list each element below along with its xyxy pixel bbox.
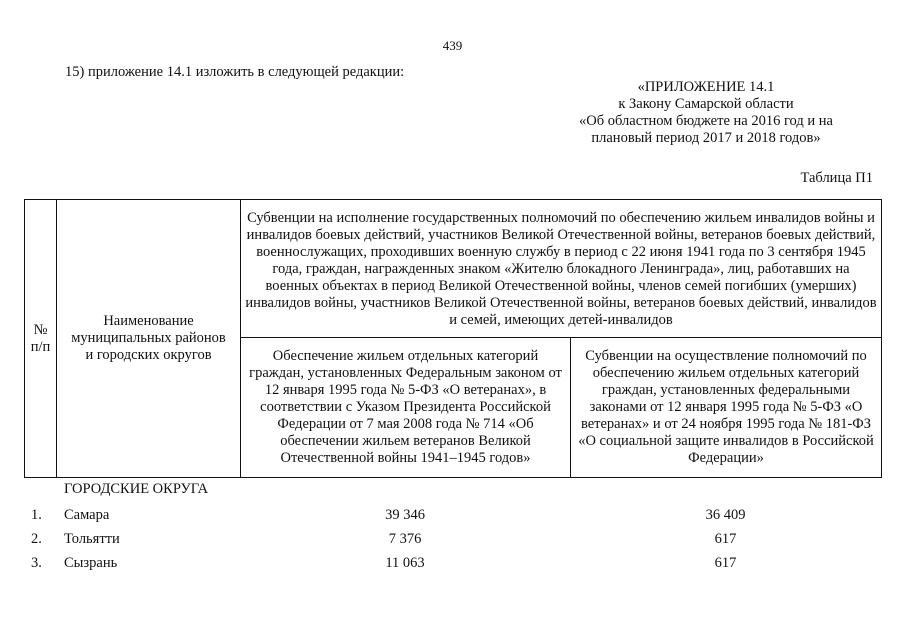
row-name: Самара xyxy=(64,507,110,523)
row-number: 3. xyxy=(31,555,42,571)
row-name: Сызрань xyxy=(64,555,118,571)
row-value-2: 617 xyxy=(714,555,737,571)
row-value-1: 7 376 xyxy=(388,531,422,547)
intro-text: 15) приложение 14.1 изложить в следующей редакции: xyxy=(65,64,405,80)
appendix-header xyxy=(556,79,856,147)
appendix-line: «Об областном бюджете на 2016 год и на xyxy=(579,113,833,129)
row-value-1: 39 346 xyxy=(385,507,425,523)
appendix-line: к Закону Самарской области xyxy=(618,96,794,112)
row-number: 1. xyxy=(31,507,42,523)
sub-column-1-header: Обеспечение жильем отдельных категорий граждан, установленных Федеральным законом от 12 января 1995 года № 5-ФЗ «О ветеранах», в соответствии с Указом Президента Российской Федерации от 7 мая 2008 года № 714 «Об обеспечении жильем ветеранов Великой Отечественной войны 1941–1945 годов» xyxy=(241,338,571,478)
table-label: Таблица П1 xyxy=(800,170,873,186)
table-row xyxy=(0,555,905,573)
subvention-header: Субвенции на исполнение государственных полномочий по обеспечению жильем инвалидов войны и инвалидов боевых действий, участников Великой Отечественной войны, ветеранов боевых действий, военнослужащих, проходивших военную службу в период с 22 июня 1941 года по 3 сентября 1945 года, граждан, награжденных знаком «Жителю блокадного Ленинграда», лиц, работавших на военных объектах в период Великой Отечественной войны, членов семей погибших (умерших) инвалидов войны, участников Великой Отечественной войны, ветеранов боевых действий, инвалидов и семей, имеющих детей-инвалидов xyxy=(241,200,882,338)
page-number: 439 xyxy=(442,38,463,53)
row-value-1: 11 063 xyxy=(385,555,425,571)
column-number-header: № п/п xyxy=(25,200,57,478)
row-number: 2. xyxy=(31,531,42,547)
row-value-2: 617 xyxy=(714,531,737,547)
sub-column-2-header: Субвенции на осуществление полномочий по обеспечению жильем отдельных категорий граждан, установленных федеральными законами от 12 января 1995 года № 5-ФЗ «О ветеранах» и от 24 ноября 1995 года № 181-ФЗ «О социальной защите инвалидов в Российской Федерации» xyxy=(571,338,882,478)
appendix-line: плановый период 2017 и 2018 годов» xyxy=(591,130,821,146)
section-title: ГОРОДСКИЕ ОКРУГА xyxy=(64,481,209,497)
appendix-line: «ПРИЛОЖЕНИЕ 14.1 xyxy=(637,79,775,95)
row-value-2: 36 409 xyxy=(705,507,746,523)
header-table xyxy=(24,199,882,478)
table-row xyxy=(0,507,905,525)
column-name-header: Наименование муниципальных районов и городских округов xyxy=(57,200,241,478)
table-row xyxy=(0,531,905,549)
row-name: Тольятти xyxy=(64,531,120,547)
